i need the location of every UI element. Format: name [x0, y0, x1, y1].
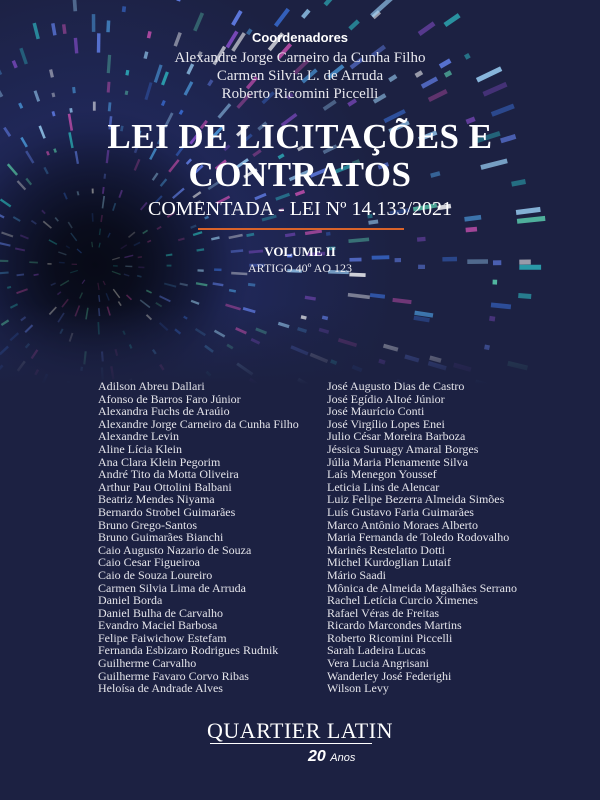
authors-list-right [327, 380, 517, 695]
author-name: Wilson Levy [327, 681, 389, 696]
book-title-line2: CONTRATOS [188, 155, 412, 194]
author-name: Michel Kurdoglian Lutaif [327, 555, 451, 570]
author-name: Felipe Faiwichow Estefam [98, 630, 227, 645]
author-name: Maria Fernanda de Toledo Rodovalho [327, 530, 510, 545]
author-name: Heloísa de Andrade Alves [98, 681, 223, 696]
author-name: Marinês Restelatto Dotti [327, 542, 445, 557]
author-name: Aline Lícia Klein [98, 441, 182, 456]
author-name: Beatriz Mendes Niyama [98, 492, 215, 507]
author-name: Julio César Moreira Barboza [327, 429, 466, 444]
author-name: Vera Lucia Angrisani [327, 656, 429, 671]
author-name: Alexandre Jorge Carneiro da Cunha Filho [98, 416, 299, 431]
author-name: Daniel Borda [98, 593, 163, 608]
authors-list-left [98, 380, 299, 695]
author-name: Marco Antônio Moraes Alberto [327, 517, 478, 532]
author-name: José Virgílio Lopes Enei [327, 416, 445, 431]
author-name: Luiz Felipe Bezerra Almeida Simões [327, 492, 505, 507]
anniversary-number: 20 [308, 748, 326, 765]
author-name: Evandro Maciel Barbosa [98, 618, 218, 633]
coordinator-name: Roberto Ricomini Piccelli [221, 86, 379, 102]
author-name: Mário Saadi [327, 567, 386, 582]
author-name: Alexandre Levin [98, 429, 179, 444]
author-name: José Augusto Dias de Castro [327, 379, 465, 393]
author-name: Arthur Pau Ottolini Balbani [98, 479, 232, 494]
coordinators-block [0, 30, 600, 103]
book-subtitle: COMENTADA - LEI Nº 14.133/2021 [147, 198, 453, 220]
author-name: Leticia Lins de Alencar [327, 479, 440, 494]
author-name: Bernardo Strobel Guimarães [98, 504, 236, 519]
author-name: Caio Augusto Nazario de Souza [98, 542, 252, 557]
author-name: Guilherme Carvalho [98, 656, 197, 671]
anniversary-word: Anos [330, 752, 356, 764]
volume-label: VOLUME II [264, 244, 336, 259]
author-name: Alexandra Fuchs de Araúio [98, 404, 230, 419]
author-name: Carmen Silvia Lima de Arruda [98, 580, 246, 595]
author-name: Júlia Maria Plenamente Silva [327, 454, 468, 469]
author-name: Bruno Grego-Santos [98, 517, 197, 532]
book-title [0, 118, 600, 194]
author-name: Guilherme Favaro Corvo Ribas [98, 668, 249, 683]
anniversary-badge [308, 748, 355, 766]
accent-divider [198, 228, 404, 230]
author-name: Ricardo Marcondes Martins [327, 618, 462, 633]
author-name: Wanderley José Federighi [327, 668, 452, 683]
author-name: Rachel Letícia Curcio Ximenes [327, 593, 478, 608]
author-name: José Egídio Altoé Júnior [327, 391, 445, 406]
author-name: Roberto Ricomini Piccelli [327, 630, 453, 645]
author-name: Jéssica Suruagy Amaral Borges [327, 441, 479, 456]
author-name: Mônica de Almeida Magalhães Serrano [327, 580, 517, 595]
author-name: José Maurício Conti [327, 404, 425, 419]
articles-range: ARTIGO 40º AO 123 [248, 261, 352, 275]
author-name: Ana Clara Klein Pegorim [98, 454, 221, 469]
author-name: Fernanda Esbizaro Rodrigues Rudnik [98, 643, 279, 658]
author-name: Luís Gustavo Faria Guimarães [327, 504, 474, 519]
author-name: Caio Cesar Figueiroa [98, 555, 200, 570]
publisher-underline [210, 743, 372, 744]
author-name: André Tito da Motta Oliveira [98, 467, 239, 482]
author-name: Caio de Souza Loureiro [98, 567, 213, 582]
book-title-line1: LEI DE LICITAÇÕES E [107, 117, 493, 156]
author-name: Sarah Ladeira Lucas [327, 643, 426, 658]
author-name: Rafael Véras de Freitas [327, 605, 440, 620]
coordinator-name: Carmen Silvia L. de Arruda [216, 68, 384, 84]
author-name: Laís Menegon Youssef [327, 467, 437, 482]
coordinators-heading: Coordenadores [251, 30, 349, 45]
publisher-logo: QUARTIER LATIN [207, 718, 393, 743]
author-name: Daniel Bulha de Carvalho [98, 605, 223, 620]
author-name: Adilson Abreu Dallari [98, 379, 205, 393]
coordinator-name: Alexandre Jorge Carneiro da Cunha Filho [174, 50, 426, 66]
author-name: Bruno Guimarães Bianchi [98, 530, 224, 545]
author-name: Afonso de Barros Faro Júnior [98, 391, 241, 406]
